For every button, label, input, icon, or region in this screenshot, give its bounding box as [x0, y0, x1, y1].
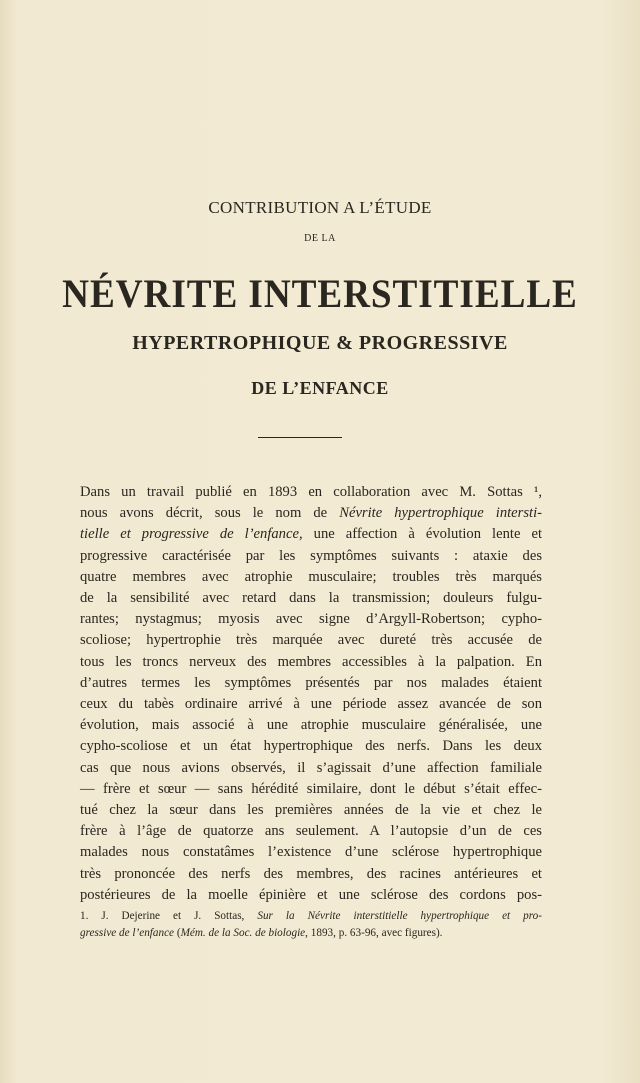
body-line: rantes; nystagmus; myosis avec signe d’Argyll-Robertson; cypho-	[80, 611, 542, 628]
footnote-italic: Mém. de la Soc. de biologie	[180, 927, 306, 939]
body-line-italic: tielle et progressive de l’enfance	[80, 526, 299, 543]
body-line	[80, 503, 542, 524]
body-line: postérieures de la moelle épinière et une sclérose des cordons pos-	[80, 886, 542, 903]
footnote-italic: gressive de l’enfance	[80, 927, 175, 939]
footnote-part: 1. J. Dejerine et J. Sottas,	[80, 910, 245, 922]
body-paragraph	[80, 482, 542, 906]
footnote-italic: Sur la Névrite interstitielle hypertrophique et pro-	[257, 910, 542, 922]
body-line: de la sensibilité avec retard dans la transmission; douleurs fulgu-	[80, 590, 542, 607]
body-line: cas que nous avions observés, il s’agissait d’une affection familiale	[80, 759, 542, 776]
body-line: — frère et sœur — sans hérédité similaire, dont le début s’était effec-	[80, 780, 542, 797]
body-line: d’autres termes les symptômes présentés par nos malades étaient	[80, 674, 542, 691]
title-line-5: DE L’ENFANCE	[251, 378, 389, 398]
body-line-italic: Névrite hypertrophique intersti-	[339, 505, 542, 522]
title-line-4: HYPERTROPHIQUE & PROGRESSIVE	[132, 332, 508, 354]
body-line: scoliose; hypertrophie très marquée avec dureté très accusée de	[80, 632, 542, 649]
footnote-line	[80, 925, 542, 942]
footnote-part: (	[176, 927, 181, 939]
title-divider	[258, 437, 342, 438]
main-title: NÉVRITE INTERSTITIELLE	[62, 271, 578, 316]
body-line: quatre membres avec atrophie musculaire; troubles très marqués	[80, 568, 542, 585]
footnote-line	[80, 908, 542, 925]
body-line: progressive caractérisée par les symptômes suivants : ataxie des	[80, 547, 542, 564]
footnote-part: , 1893, p. 63-96, avec figures).	[305, 927, 443, 939]
body-line: ceux du tabès ordinaire arrivé à une période assez avancée de son	[80, 696, 542, 713]
body-line: évolution, mais associé à une atrophie musculaire généralisée, une	[80, 717, 542, 734]
body-line-part: , une affection à évolution lente et	[298, 526, 542, 543]
body-line-part: nous avons décrit, sous le nom de	[80, 505, 328, 522]
body-line: Dans un travail publié en 1893 en collaboration avec M. Sottas ¹,	[80, 484, 542, 500]
title-line-1: CONTRIBUTION A L’ÉTUDE	[208, 198, 432, 217]
body-line: cypho-scoliose et un état hypertrophique des nerfs. Dans les deux	[80, 738, 542, 755]
body-line: frère à l’âge de quatorze ans seulement. A l’autopsie d’un de ces	[80, 823, 542, 840]
footnote	[80, 908, 542, 942]
body-line: malades nous constatâmes l’existence d’une sclérose hypertrophique	[80, 844, 542, 861]
body-line: tous les troncs nerveux des membres accessibles à la palpation. En	[80, 653, 542, 670]
body-line: très prononcée des nerfs des membres, des racines antérieures et	[80, 865, 542, 882]
body-line	[80, 524, 542, 545]
title-line-2: DE LA	[304, 233, 336, 244]
body-line: tué chez la sœur dans les premières années de la vie et chez le	[80, 802, 542, 819]
